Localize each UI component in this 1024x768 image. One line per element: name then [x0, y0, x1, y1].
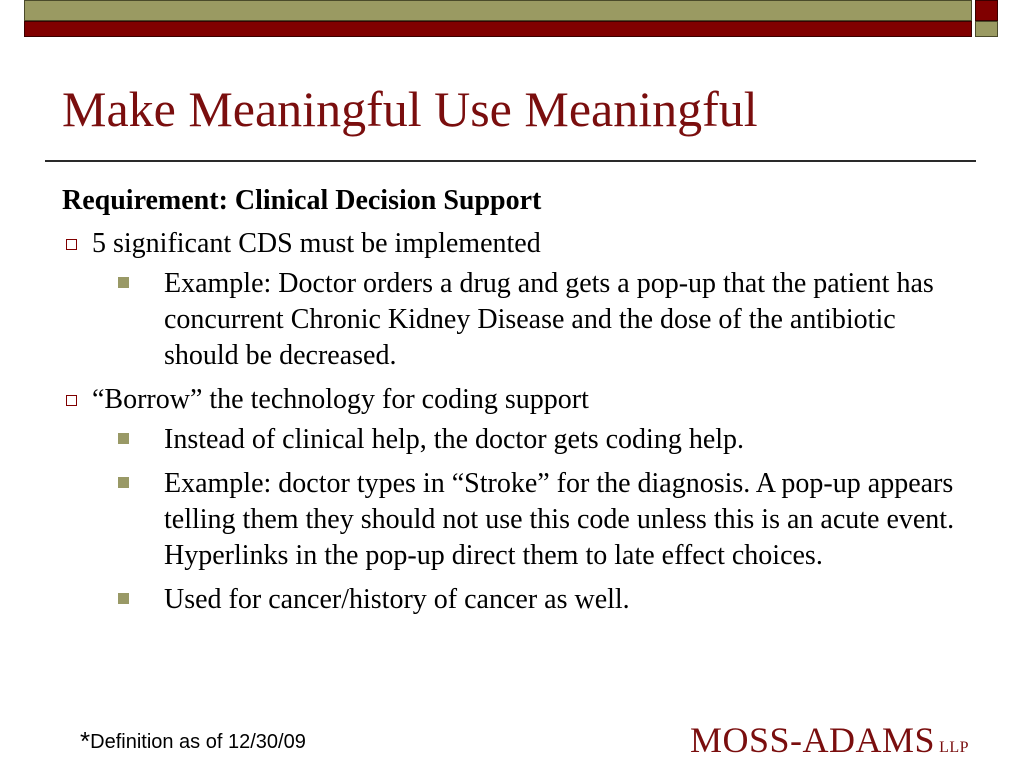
requirement-heading: Requirement: Clinical Decision Support	[62, 185, 542, 216]
logo-name: MOSS-ADAMS	[690, 720, 936, 760]
sub-bullet-item	[62, 422, 962, 458]
company-logo	[690, 719, 969, 761]
hollow-square-bullet-icon	[66, 395, 77, 406]
top-right-red-block	[975, 0, 998, 21]
sub-bullet-text: Instead of clinical help, the doctor gets coding help.	[164, 424, 745, 455]
footnote-star: *	[80, 726, 91, 756]
solid-square-bullet-icon	[118, 433, 129, 444]
solid-square-bullet-icon	[118, 477, 129, 488]
solid-square-bullet-icon	[118, 593, 129, 604]
sub-bullet-item	[62, 582, 962, 618]
sub-bullet-item	[62, 466, 962, 574]
top-olive-bar	[24, 0, 972, 21]
footnote	[80, 726, 306, 757]
footnote-text: Definition as of 12/30/09	[90, 731, 306, 753]
slide-title: Make Meaningful Use Meaningful	[62, 81, 758, 137]
top-right-olive-block	[975, 21, 998, 37]
bullet-item	[62, 226, 962, 262]
sub-bullet-text: Used for cancer/history of cancer as well.	[164, 584, 630, 615]
sub-bullet-item	[62, 266, 962, 374]
logo-suffix: LLP	[939, 739, 970, 756]
bullet-text: “Borrow” the technology for coding support	[92, 384, 589, 415]
slide-body	[62, 182, 962, 626]
title-divider	[45, 160, 976, 162]
bullet-text: 5 significant CDS must be implemented	[92, 228, 541, 259]
sub-bullet-text: Example: Doctor orders a drug and gets a pop-up that the patient has concurrent Chronic Kidney Disease and the dose of the antibiotic should be decreased.	[164, 268, 934, 371]
sub-bullet-text: Example: doctor types in “Stroke” for the diagnosis. A pop-up appears telling them they should not use this code unless this is an acute event. Hyperlinks in the pop-up direct them to late effect choices.	[164, 468, 955, 571]
top-red-bar	[24, 21, 972, 37]
solid-square-bullet-icon	[118, 277, 129, 288]
hollow-square-bullet-icon	[66, 239, 77, 250]
bullet-item	[62, 382, 962, 418]
